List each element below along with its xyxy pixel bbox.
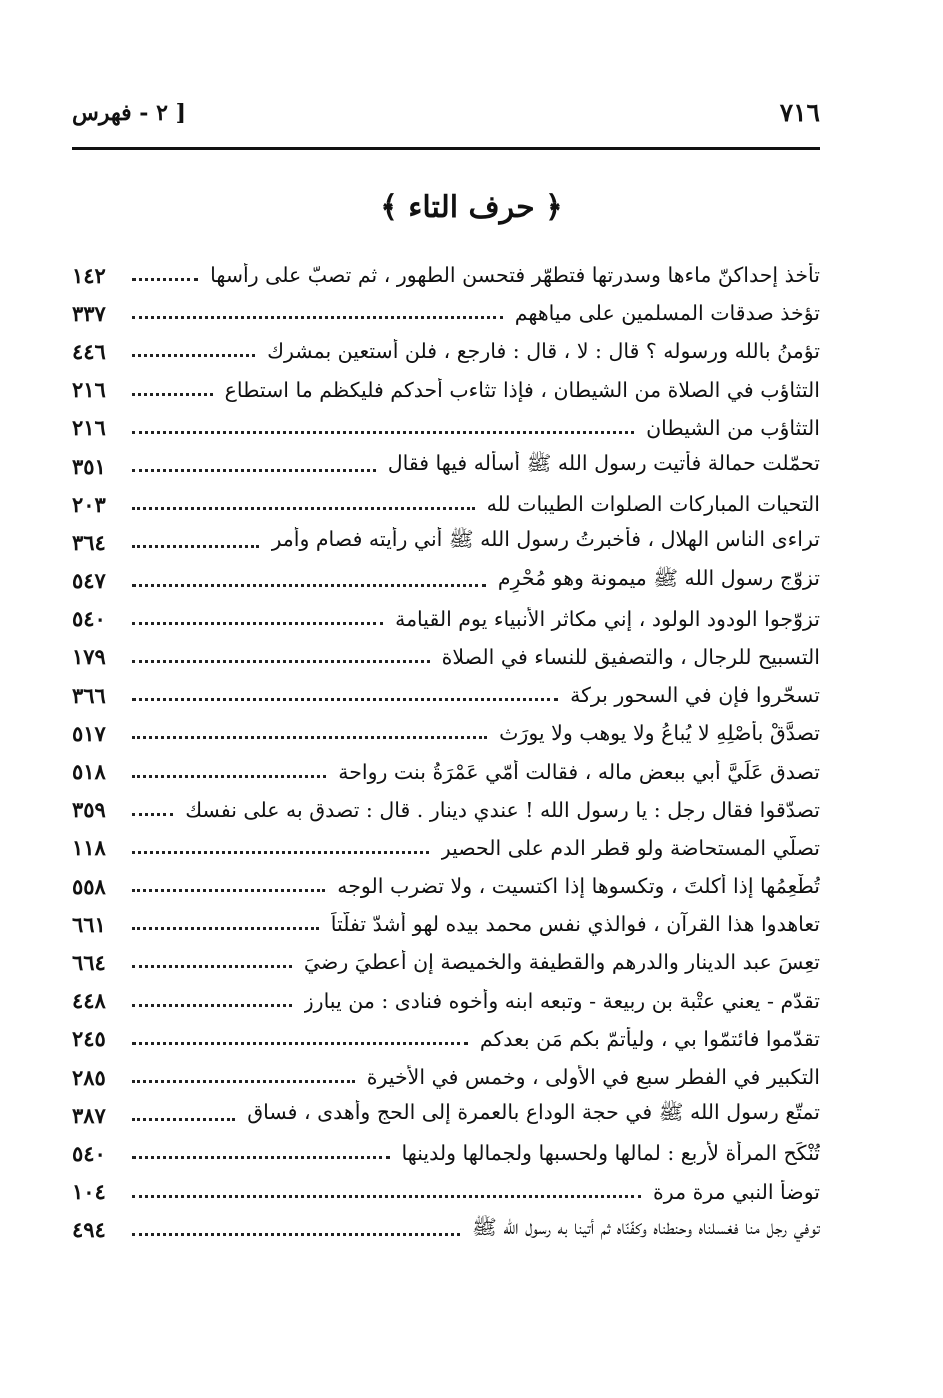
leader-dots [132,430,634,434]
page-number: ٧١٦ [779,98,820,127]
entry-page-number: ٤٤٨ [72,988,106,1014]
entry-text: التحيات المباركات الصلوات الطيبات لله [486,492,820,517]
entry-text: تؤخذ صدقات المسلمين على مياههم [514,301,820,326]
index-entry [72,447,820,485]
index-entry [72,829,820,867]
entry-text: التثاؤب من الشيطان [646,415,820,440]
leader-dots [132,926,319,930]
leader-dots [132,353,255,357]
entry-text: توضأ النبي مرة مرة [653,1179,820,1204]
entry-page-number: ٣٦٦ [72,682,106,708]
leader-dots [132,621,383,625]
page-header [72,98,820,138]
entry-text: تصدَّقْ بأَصْلِهِ لا يُباعُ ولا يوهب ولا يورَث [499,721,820,746]
entry-page-number: ٤٤٦ [72,338,106,364]
index-entry [72,600,820,638]
entry-text: تعاهدوا هذا القرآن ، فوالذي نفس محمد بيده لهو أشدّ تفلّتاً [330,912,820,937]
entry-page-number: ٢٤٥ [72,1026,106,1052]
entry-page-number: ٣٦٤ [72,529,106,555]
entry-text: تعِسَ عبد الدينار والدرهم والقطيفة والخميصة إن أُعطيَ رضيَ [303,950,820,975]
leader-dots [132,1117,235,1121]
entry-text: تصلّي المستحاضة ولو قطر الدم على الحصير [440,835,820,860]
index-entry [72,982,820,1020]
leader-dots [132,1155,390,1159]
leader-dots [132,1003,292,1007]
entry-text: تصدق عَلَيَّ أبي ببعض ماله ، فقالت أمّي عَمْرَةُ بنت رواحة [338,759,820,784]
entry-text: تؤمنُ بالله ورسوله ؟ قال : لا ، قال : فارجع ، فلن أستعين بمشرك [267,339,820,364]
entry-page-number: ١٤٢ [72,262,106,288]
leader-dots [132,315,503,319]
entry-text: تسحّروا فإن في السحور بركة [570,683,820,708]
index-entry [72,752,820,790]
leader-dots [132,1041,468,1045]
entry-page-number: ٢٨٥ [72,1064,106,1090]
index-entry [72,523,820,561]
entry-text: التسبيح للرجال ، والتصفيق للنساء في الصلاة [441,644,820,669]
index-entry [72,1211,820,1249]
leader-dots [132,1079,355,1083]
entry-page-number: ٣٥١ [72,453,106,479]
leader-dots [132,468,376,472]
leader-dots [132,506,475,510]
entry-page-number: ٥١٨ [72,759,106,785]
entry-page-number: ٥٤٠ [72,1140,106,1166]
header-rule [72,147,820,150]
index-entry [72,371,820,409]
index-entry [72,1058,820,1096]
entry-page-number: ٥٤٧ [72,568,106,594]
entry-text: تزوّج رسول الله ﷺ ميمونة وهو مُحْرِم [497,565,820,590]
index-entry [72,1134,820,1172]
index-entry [72,943,820,981]
entry-page-number: ٣٣٧ [72,300,106,326]
entry-text: تقدّموا فائتمّوا بي ، وليأتمّ بكم مَن بعدكم [479,1026,820,1051]
entry-page-number: ١٧٩ [72,644,106,670]
index-entry [72,1173,820,1211]
entry-page-number: ٥٤٠ [72,606,106,632]
entry-text: التكبير في الفطر سبع في الأولى ، وخمس في الأخيرة [366,1065,820,1090]
entry-text: توفي رجل منا فغسلناه وحنطناه وكفّنّاه ثم أتينا به رسول الله ﷺ [471,1214,820,1239]
entry-text: تزوّجوا الودود الولود ، إني مكاثر الأنبياء يوم القيامة [395,606,820,631]
entry-text: تقدّم - يعني عتْبة بن ربيعة - وتبعه ابنه وأخوه فنادى : من يبارز [303,988,820,1013]
leader-dots [132,544,259,548]
leader-dots [132,1194,641,1198]
index-entry [72,676,820,714]
index-entry [72,409,820,447]
entry-text: تمتّع رسول الله ﷺ في حجة الوداع بالعمرة إلى الحج وأهدى ، فساق [247,1100,820,1125]
leader-dots [132,812,173,816]
index-entry [72,1096,820,1134]
index-entry [72,562,820,600]
leader-dots [132,659,430,663]
index-list [72,256,820,1249]
entry-page-number: ٢١٦ [72,415,106,441]
entry-text: تصدّقوا فقال رجل : يا رسول الله ! عندي دينار . قال : تصدق به على نفسك [185,797,820,822]
leader-dots [132,774,326,778]
entry-page-number: ٢١٦ [72,377,106,403]
entry-page-number: ٥٥٨ [72,873,106,899]
entry-page-number: ٤٩٤ [72,1217,106,1243]
index-entry [72,294,820,332]
entry-page-number: ٣٥٩ [72,797,106,823]
index-entry [72,485,820,523]
index-entry [72,905,820,943]
entry-page-number: ٦٦٤ [72,949,106,975]
entry-text: تُطْعِمُها إذا أكلتَ ، وتكسوها إذا اكتسيت ، ولا تضرب الوجه [337,874,820,899]
leader-dots [132,850,429,854]
leader-dots [132,735,487,739]
index-entry [72,714,820,752]
entry-page-number: ٥١٧ [72,720,106,746]
section-tag: [ ٢ - فهرس [72,100,187,126]
index-entry [72,867,820,905]
entry-page-number: ٢٠٣ [72,491,106,517]
leader-dots [132,964,292,968]
index-entry [72,1020,820,1058]
entry-text: التثاؤب في الصلاة من الشيطان ، فإذا تثاءب أحدكم فليكظم ما استطاع [224,377,820,402]
entry-page-number: ١١٨ [72,835,106,861]
section-title: ﴿ حرف التاء ﴾ [380,190,563,225]
index-entry [72,638,820,676]
leader-dots [132,277,198,281]
entry-text: تُنْكَح المرأة لأربع : لمالها ولحسبها ولجمالها ولدينها [401,1141,820,1166]
index-entry [72,791,820,829]
index-entry [72,332,820,370]
entry-text: تحمّلت حمالة فأتيت رسول الله ﷺ أسأله فيها فقال [387,451,820,476]
entry-page-number: ٦٦١ [72,911,106,937]
entry-page-number: ٣٨٧ [72,1102,106,1128]
leader-dots [132,583,486,587]
entry-page-number: ١٠٤ [72,1179,106,1205]
entry-text: تراءى الناس الهلال ، فأخبرتُ رسول الله ﷺ أني رأيته فصام وأمر [271,527,820,552]
leader-dots [132,697,558,701]
entry-text: تأخذ إحداكنّ ماءها وسدرتها فتطهّر فتحسن الطهور ، ثم تصبّ على رأسها [210,263,820,288]
leader-dots [132,392,213,396]
index-entry [72,256,820,294]
leader-dots [132,1232,460,1236]
leader-dots [132,888,325,892]
